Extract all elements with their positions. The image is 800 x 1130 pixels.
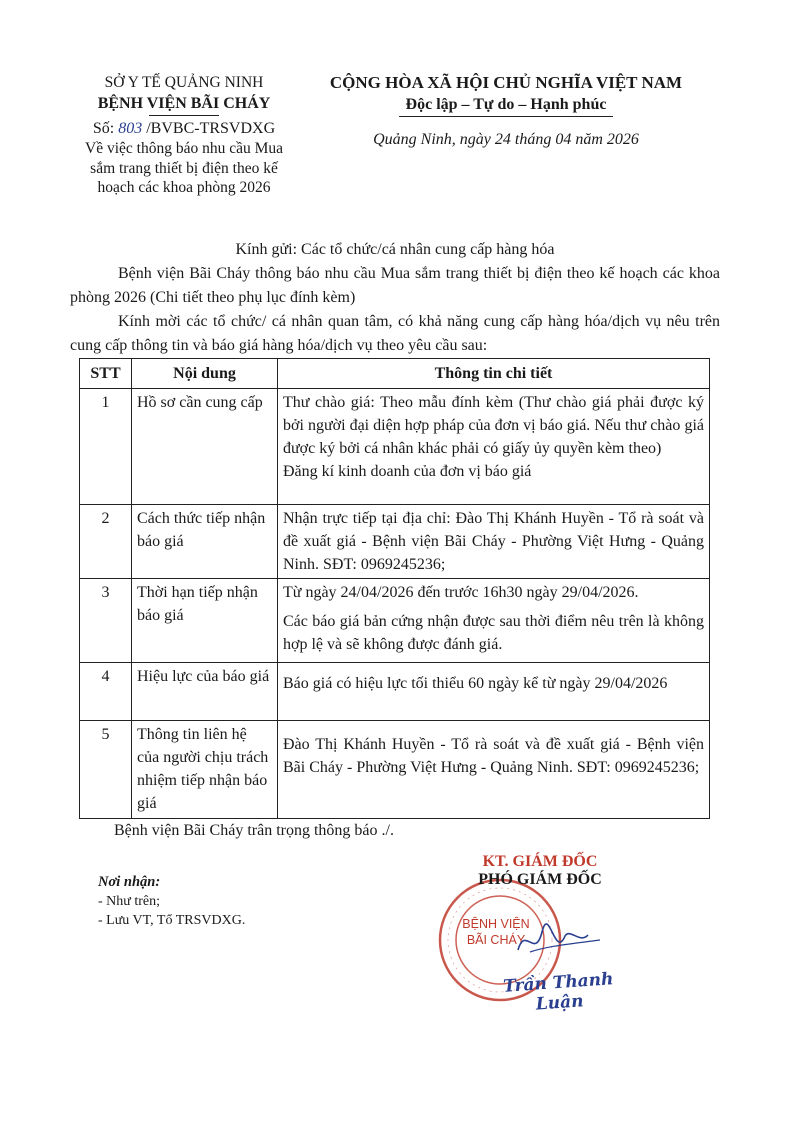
row-content: Hiệu lực của báo giá <box>132 663 278 721</box>
recipient-item: - Như trên; <box>98 894 161 909</box>
detail-text: Đăng kí kinh doanh của đơn vị báo giá <box>283 463 532 480</box>
detail-text: Đào Thị Khánh Huyền - Tổ rà soát và đề xuất giá - Bệnh viện Bãi Cháy - Phường Việt Hưng - Quảng Ninh. SĐT: 0969245236; <box>283 736 704 776</box>
row-details <box>278 505 710 579</box>
row-stt: 2 <box>80 505 132 579</box>
table-row <box>80 579 710 663</box>
greeting: Kính gửi: Các tổ chức/cá nhân cung cấp hàng hóa <box>235 241 555 258</box>
document-date: Quảng Ninh, ngày 24 tháng 04 năm 2026 <box>373 131 639 148</box>
row-details <box>278 721 710 819</box>
national-title: CỘNG HÒA XÃ HỘI CHỦ NGHĨA VIỆT NAM <box>329 73 683 92</box>
header-stt: STT <box>80 359 132 389</box>
recipients-title: Nơi nhận: <box>98 874 161 890</box>
row-details <box>278 389 710 505</box>
row-content: Thời hạn tiếp nhận báo giá <box>132 579 278 663</box>
header-left-underline <box>149 115 219 116</box>
row-stt: 4 <box>80 663 132 721</box>
doc-number-suffix: /BVBC-TRSVDXG <box>146 120 276 137</box>
table-row <box>80 721 710 819</box>
ministry-name: SỞ Y TẾ QUẢNG NINH <box>104 74 264 91</box>
requirements-table <box>79 358 710 819</box>
row-content: Cách thức tiếp nhận báo giá <box>132 505 278 579</box>
doc-number-label: Số: <box>92 120 115 137</box>
recipients <box>98 873 245 930</box>
detail-text: Các báo giá bản cứng nhận được sau thời điểm nêu trên là không hợp lệ và sẽ không được đánh giá. <box>283 613 704 653</box>
row-stt: 5 <box>80 721 132 819</box>
detail-text: Báo giá có hiệu lực tối thiểu 60 ngày kể từ ngày 29/04/2026 <box>283 675 668 692</box>
table-row <box>80 663 710 721</box>
row-stt: 3 <box>80 579 132 663</box>
row-details <box>278 663 710 721</box>
signature-block <box>430 840 630 1015</box>
document-subject: Về việc thông báo nhu cầu Mua sắm trang thiết bị điện theo kế hoạch các khoa phòng 2026 <box>85 140 283 196</box>
national-motto: Độc lập – Tự do – Hạnh phúc <box>405 96 607 113</box>
paragraph-1: Bệnh viện Bãi Cháy thông báo nhu cầu Mua sắm trang thiết bị điện theo kế hoạch các khoa phòng 2026 (Chi tiết theo phụ lục đính kèm) <box>70 265 720 306</box>
document-number <box>84 118 284 139</box>
detail-text: Nhận trực tiếp tại địa chỉ: Đào Thị Khánh Huyền - Tổ rà soát và đề xuất giá - Bệnh viện Bãi Cháy - Phường Việt Hưng - Quảng Ninh. SĐT: 0969245236; <box>283 510 704 573</box>
signer-name: Trần Thanh Luận <box>502 969 615 1015</box>
stamp-text: BỆNH VIỆN BÃI CHÁY <box>462 917 530 947</box>
signature-title: KT. GIÁM ĐỐC <box>482 853 598 870</box>
motto-underline <box>399 116 613 117</box>
header-content: Nội dung <box>132 359 278 389</box>
table-row <box>80 505 710 579</box>
closing-line: Bệnh viện Bãi Cháy trân trọng thông báo ./. <box>114 822 394 839</box>
header-left <box>84 72 284 198</box>
hospital-name: BỆNH VIỆN BÃI CHÁY <box>97 95 271 112</box>
table-row <box>80 389 710 505</box>
paragraph-2: Kính mời các tổ chức/ cá nhân quan tâm, có khả năng cung cấp hàng hóa/dịch vụ nêu trên cung cấp thông tin và báo giá hàng hóa/dịch vụ theo yêu cầu sau: <box>70 313 720 354</box>
row-content: Hồ sơ cần cung cấp <box>132 389 278 505</box>
row-stt: 1 <box>80 389 132 505</box>
doc-number-value: 803 <box>118 120 143 137</box>
document-body <box>70 238 720 358</box>
detail-text: Thư chào giá: Theo mẫu đính kèm (Thư chào giá phải được ký bởi người đại diện hợp pháp của đơn vị báo giá. Nếu thư chào giá được ký bởi cá nhân khác phải có giấy ủy quyền kèm theo) <box>283 394 704 457</box>
row-content: Thông tin liên hệ của người chịu trách nhiệm tiếp nhận báo giá <box>132 721 278 819</box>
header-details: Thông tin chi tiết <box>278 359 710 389</box>
header-right <box>306 72 706 149</box>
recipient-item: - Lưu VT, Tổ TRSVDXG. <box>98 913 246 928</box>
signature-subtitle: PHÓ GIÁM ĐỐC <box>478 871 602 888</box>
detail-text: Từ ngày 24/04/2026 đến trước 16h30 ngày 29/04/2026. <box>283 584 639 601</box>
table-header-row <box>80 359 710 389</box>
row-details <box>278 579 710 663</box>
